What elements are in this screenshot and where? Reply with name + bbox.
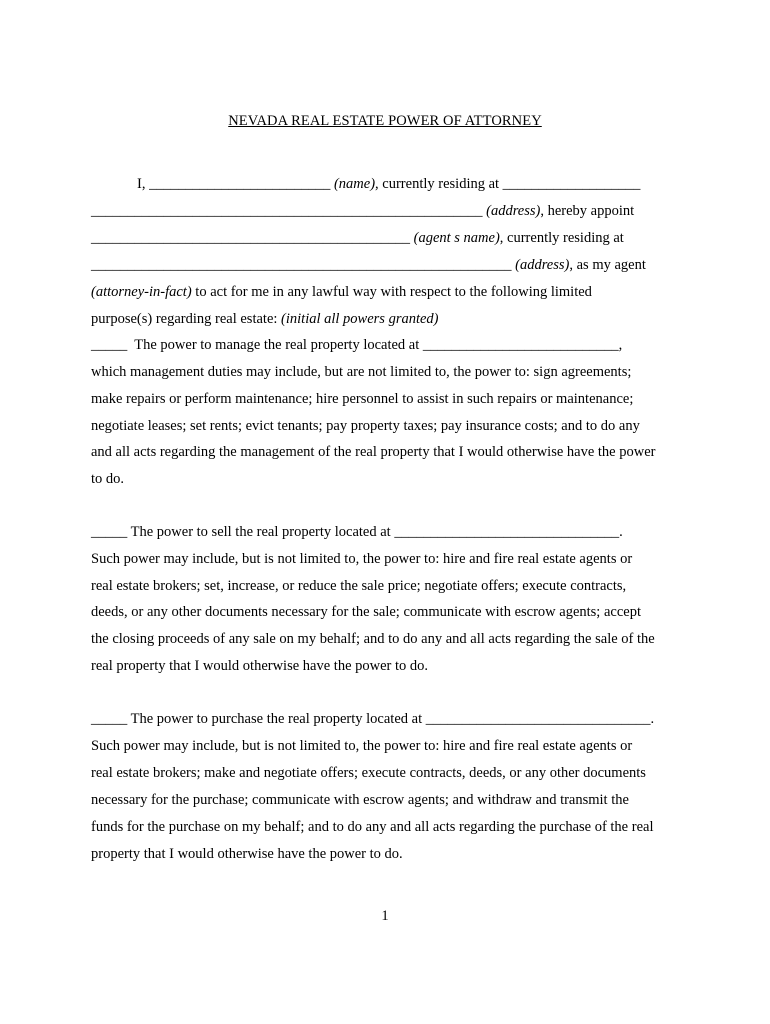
manage-power-line-3: make repairs or perform maintenance; hire personnel to assist in such repairs or maintenance; xyxy=(91,391,634,407)
intro-line-4 xyxy=(91,256,646,274)
initial-powers-label: (initial all powers granted) xyxy=(281,311,439,327)
purchase-power-line-1: _____ The power to purchase the real property located at _______________________________. xyxy=(91,711,655,727)
intro-line-1 xyxy=(137,175,640,193)
purchase-power-line-3: real estate brokers; make and negotiate offers; execute contracts, deeds, or any other documents xyxy=(91,765,646,781)
purchase-power-line-5: funds for the purchase on my behalf; and to do any and all acts regarding the purchase of the real xyxy=(91,819,654,835)
intro-line-3 xyxy=(91,229,624,247)
intro-line-6 xyxy=(91,310,439,328)
name-blank: I, _________________________ xyxy=(137,176,334,192)
agent-residing-text: , currently residing at xyxy=(499,230,624,246)
lawful-way-text: to act for me in any lawful way with respect to the following limited xyxy=(191,284,592,300)
residence-blank: , currently residing at ___________________ xyxy=(375,176,641,192)
agent-blank: ____________________________________________ xyxy=(91,230,414,246)
manage-power-line-1: _____ The power to manage the real property located at ___________________________, xyxy=(91,337,623,353)
sell-power-line-6: real property that I would otherwise have the power to do. xyxy=(91,658,429,674)
address-blank: ______________________________________________________ xyxy=(91,203,487,219)
manage-power-line-2: which management duties may include, but are not limited to, the power to: sign agreements; xyxy=(91,364,632,380)
agent-address-blank: __________________________________________________________ xyxy=(91,257,516,273)
purposes-text: purpose(s) regarding real estate: xyxy=(91,311,282,327)
sell-power-line-4: deeds, or any other documents necessary for the sale; communicate with escrow agents; accept xyxy=(91,604,641,620)
intro-line-2 xyxy=(91,202,634,220)
sell-power-line-3: real estate brokers; set, increase, or reduce the sale price; negotiate offers; execute contracts, xyxy=(91,578,627,594)
agent-name-label: (agent s name) xyxy=(413,230,500,246)
agent-address-label: (address) xyxy=(515,257,570,273)
sell-power-line-2: Such power may include, but is not limited to, the power to: hire and fire real estate agents or xyxy=(91,551,633,567)
name-label: (name) xyxy=(333,176,376,192)
attorney-in-fact-label: (attorney-in-fact) xyxy=(91,284,192,300)
as-agent-text: , as my agent xyxy=(569,257,646,273)
purchase-power-line-6: property that I would otherwise have the power to do. xyxy=(91,846,403,862)
manage-power-line-4: negotiate leases; set rents; evict tenants; pay property taxes; pay insurance costs; and to do any xyxy=(91,418,640,434)
sell-power-line-5: the closing proceeds of any sale on my behalf; and to do any and all acts regarding the sale of the xyxy=(91,631,655,647)
sell-power-line-1: _____ The power to sell the real property located at _______________________________. xyxy=(91,524,623,540)
intro-line-5 xyxy=(91,283,592,301)
purchase-power-line-2: Such power may include, but is not limited to, the power to: hire and fire real estate agents or xyxy=(91,738,633,754)
address-label: (address) xyxy=(486,203,541,219)
manage-power-line-6: to do. xyxy=(91,471,125,487)
appoint-text: , hereby appoint xyxy=(540,203,635,219)
page-number: 1 xyxy=(381,908,389,924)
document-title: NEVADA REAL ESTATE POWER OF ATTORNEY xyxy=(228,113,542,129)
manage-power-line-5: and all acts regarding the management of the real property that I would otherwise have the power xyxy=(91,444,656,460)
purchase-power-line-4: necessary for the purchase; communicate with escrow agents; and withdraw and transmit the xyxy=(91,792,629,808)
